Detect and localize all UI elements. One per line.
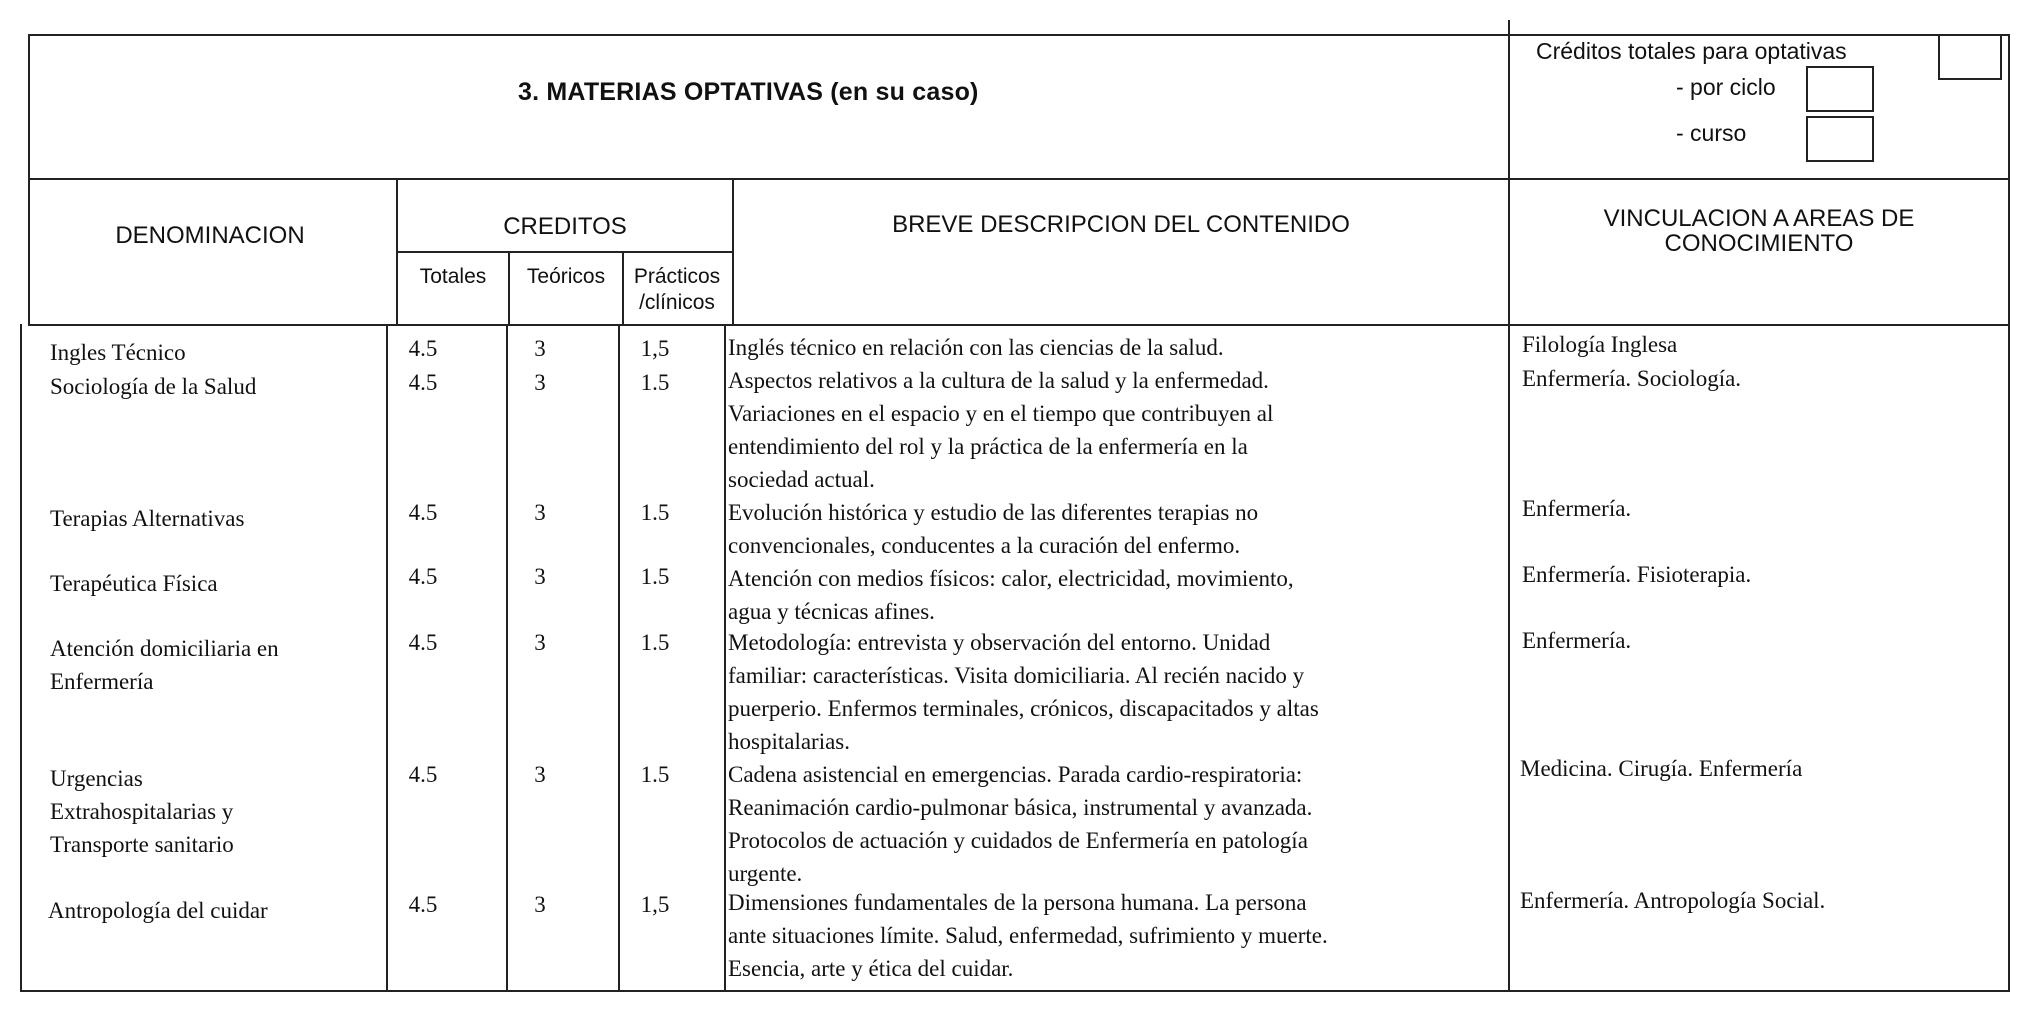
row-7-areas: Enfermería. Antropología Social.: [1520, 888, 1826, 913]
col-header-vinculacion-line2: CONOCIMIENTO: [1664, 230, 1854, 257]
row-6-name-line: Urgencias: [50, 766, 143, 791]
row-5-desc-line: hospitalarias.: [728, 729, 850, 754]
row-7-practicos: 1,5: [640, 892, 670, 917]
row-7-teoricos: 3: [534, 892, 546, 917]
row-6-desc-line: Cadena asistencial en emergencias. Parada cardio-respiratoria:: [728, 762, 1303, 787]
row-6-description: [728, 758, 1312, 890]
per-cycle-box: [1806, 66, 1874, 112]
row-4-practicos: 1.5: [640, 564, 670, 589]
row-1-description: [728, 331, 1224, 364]
credits-box-title: Créditos totales para optativas: [1536, 38, 1847, 64]
row-4-desc-line: agua y técnicas afines.: [728, 599, 935, 624]
row-7-description: [728, 886, 1328, 985]
row-6-desc-line: Protocolos de actuación y cuidados de Enfermería en patología: [728, 828, 1308, 853]
col-sep-denominacion-body: [386, 324, 388, 992]
row-5-name: [50, 632, 279, 698]
row-6-practicos: 1.5: [640, 762, 670, 787]
header-divider: [28, 178, 2010, 180]
row-7-desc-line: Esencia, arte y ética del cuidar.: [728, 956, 1014, 981]
row-2-teoricos: 3: [534, 370, 546, 395]
row-3-desc-line: Evolución histórica y estudio de las diferentes terapias no: [728, 500, 1259, 525]
row-1-name: Ingles Técnico: [50, 340, 186, 365]
row-6-desc-line: Reanimación cardio-pulmonar básica, instrumental y avanzada.: [728, 795, 1313, 820]
row-2-areas: Enfermería. Sociología.: [1522, 366, 1742, 391]
row-3-areas: Enfermería.: [1522, 496, 1632, 521]
row-1-teoricos: 3: [534, 336, 546, 361]
row-2-practicos: 1.5: [640, 370, 670, 395]
row-5-desc-line: puerperio. Enfermos terminales, crónicos, discapacitados y altas: [728, 696, 1319, 721]
row-6-name-line: Transporte sanitario: [50, 832, 234, 857]
bottom-border: [20, 990, 2010, 992]
row-5-name-line: Enfermería: [50, 669, 154, 694]
row-5-desc-line: Metodología: entrevista y observación del entorno. Unidad: [728, 630, 1271, 655]
col-header-practicos-line2: /clínicos: [639, 291, 715, 314]
row-5-practicos: 1.5: [640, 630, 670, 655]
row-4-teoricos: 3: [534, 564, 546, 589]
row-1-areas: Filología Inglesa: [1522, 332, 1678, 357]
row-3-teoricos: 3: [534, 500, 546, 525]
left-border-body: [20, 324, 22, 992]
row-3-totales: 4.5: [408, 500, 438, 525]
section-title: 3. MATERIAS OPTATIVAS (en su caso): [518, 78, 979, 106]
per-course-label: - curso: [1676, 120, 1747, 146]
col-header-descripcion: BREVE DESCRIPCION DEL CONTENIDO: [892, 211, 1350, 238]
row-5-name-line: Atención domiciliaria en: [50, 636, 279, 661]
row-6-name: [50, 762, 234, 861]
per-course-box: [1806, 116, 1874, 162]
row-6-teoricos: 3: [534, 762, 546, 787]
row-5-desc-line: familiar: características. Visita domiciliaria. Al recién nacido y: [728, 663, 1305, 688]
row-5-totales: 4.5: [408, 630, 438, 655]
row-7-desc-line: ante situaciones límite. Salud, enfermedad, sufrimiento y muerte.: [728, 923, 1328, 948]
col-header-practicos: [622, 264, 732, 316]
column-header-divider: [28, 324, 2010, 326]
col-header-denominacion: DENOMINACION: [115, 222, 305, 249]
row-5-teoricos: 3: [534, 630, 546, 655]
row-6-areas: Medicina. Cirugía. Enfermería: [1520, 756, 1803, 781]
row-1-practicos: 1,5: [640, 336, 670, 361]
row-3-practicos: 1.5: [640, 500, 670, 525]
col-header-vinculacion-line1: VINCULACION A AREAS DE: [1603, 205, 1915, 232]
row-3-name: Terapias Alternativas: [50, 506, 245, 531]
row-4-areas: Enfermería. Fisioterapia.: [1522, 562, 1752, 587]
row-2-desc-line: sociedad actual.: [728, 467, 875, 492]
row-3-description: [728, 496, 1258, 562]
row-4-totales: 4.5: [408, 564, 438, 589]
row-6-totales: 4.5: [408, 762, 438, 787]
row-2-desc-line: Aspectos relativos a la cultura de la salud y la enfermedad.: [728, 368, 1269, 393]
col-sep-practicos-body: [724, 324, 726, 992]
row-4-desc-line: Atención con medios físicos: calor, electricidad, movimiento,: [728, 566, 1294, 591]
col-sep-denominacion: [396, 178, 398, 326]
row-6-desc-line: urgente.: [728, 861, 803, 886]
creditos-subheader-divider: [398, 251, 732, 253]
col-header-practicos-line1: Prácticos: [633, 265, 721, 288]
left-border: [28, 34, 30, 326]
row-3-desc-line: convencionales, conducentes a la curación del enfermo.: [728, 533, 1241, 558]
per-cycle-label: - por ciclo: [1676, 74, 1776, 100]
col-header-totales: Totales: [419, 265, 487, 288]
right-border: [2008, 34, 2010, 992]
total-credits-box: [1938, 34, 2002, 80]
row-7-totales: 4.5: [408, 892, 438, 917]
row-2-desc-line: entendimiento del rol y la práctica de la enfermería en la: [728, 434, 1248, 459]
col-header-vinculacion: [1510, 206, 2008, 256]
row-2-totales: 4.5: [408, 370, 438, 395]
col-sep-teoricos-body: [618, 324, 620, 992]
row-1-desc-line: Inglés técnico en relación con las ciencias de la salud.: [728, 335, 1224, 360]
col-sep-totales-body: [506, 324, 508, 992]
col-sep-practicos: [732, 178, 734, 326]
col-header-creditos: CREDITOS: [503, 213, 627, 240]
row-2-description: [728, 364, 1273, 496]
row-4-name: Terapéutica Física: [50, 571, 218, 596]
row-5-description: [728, 626, 1319, 758]
top-border: [28, 34, 2010, 36]
col-sep-descripcion: [1508, 20, 1510, 992]
row-5-areas: Enfermería.: [1522, 628, 1632, 653]
row-4-description: [728, 562, 1294, 628]
row-7-desc-line: Dimensiones fundamentales de la persona humana. La persona: [728, 890, 1307, 915]
col-header-teoricos: Teóricos: [526, 265, 606, 288]
row-1-totales: 4.5: [408, 336, 438, 361]
row-2-name: Sociología de la Salud: [50, 374, 257, 399]
row-7-name: Antropología del cuidar: [48, 898, 268, 923]
row-6-name-line: Extrahospitalarias y: [50, 799, 234, 824]
row-2-desc-line: Variaciones en el espacio y en el tiempo que contribuyen al: [728, 401, 1274, 426]
